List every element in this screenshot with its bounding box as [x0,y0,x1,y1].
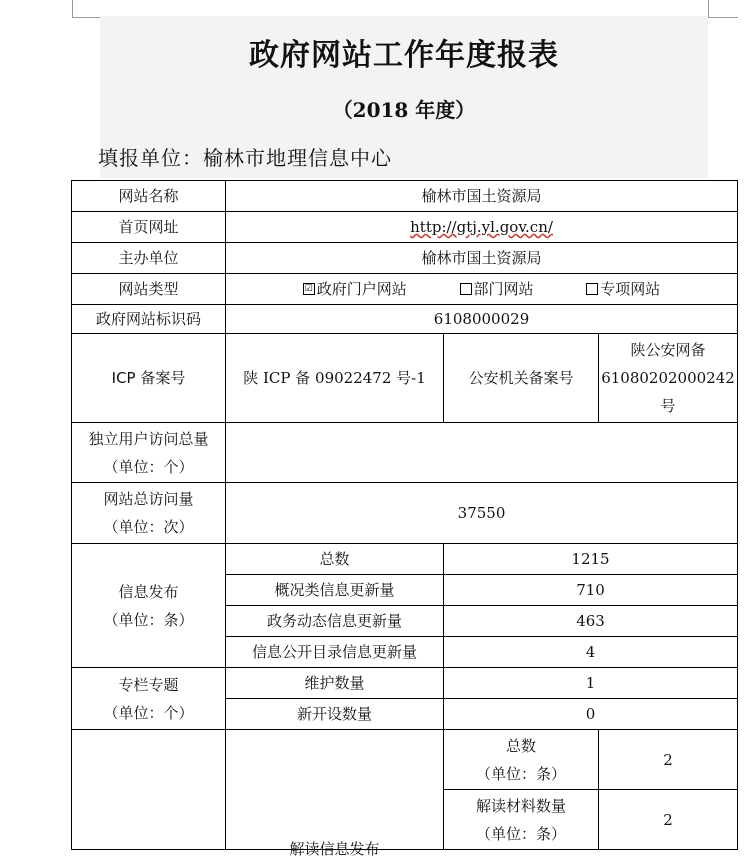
info-publish-row-value: 1215 [444,544,738,575]
document-year: （2018 年度） [332,98,476,122]
site-type-label: 网站类型 [72,274,226,305]
police-record-label: 公安机关备案号 [444,334,599,423]
info-publish-row-value: 4 [444,637,738,668]
columns-row-label: 新开设数量 [226,699,444,730]
interpretation-row-label [444,730,599,790]
icp-value: 陕 ICP 备 09022472 号-1 [226,334,444,423]
unique-visitors-label [72,423,226,483]
interpretation-row-label [444,790,599,850]
label-line: （单位：个） [103,703,194,722]
reporting-unit: 填报单位：榆林市地理信息中心 [98,146,392,170]
site-name-label: 网站名称 [72,181,226,212]
table-row [72,181,738,212]
info-publish-label [72,544,226,668]
label-line: 解读材料数量 [475,796,566,815]
label-line: 网站总访问量 [103,490,194,508]
columns-row-label: 维护数量 [226,668,444,699]
crop-mark [72,0,73,17]
info-publish-row-value: 710 [444,575,738,606]
table-row [72,668,738,699]
label-line: （单位：条） [475,824,566,843]
info-publish-row-label: 总数 [226,544,444,575]
table-row [72,730,738,790]
label-line: （单位：次） [103,518,194,536]
homepage-url-link[interactable]: http://gtj.yl.gov.cn/ [410,218,553,236]
table-row [72,274,738,305]
crop-mark [708,17,738,18]
columns-row-value: 0 [444,699,738,730]
interpretation-row-value: 2 [599,790,738,850]
homepage-url-value [226,212,738,243]
label-line: 信息发布 [118,582,179,601]
info-publish-row-label: 概况类信息更新量 [226,575,444,606]
icp-label: ICP 备案号 [72,334,226,423]
document-title: 政府网站工作年度报表 [249,38,559,73]
option-label: 部门网站 [473,280,534,298]
option-label: 专项网站 [600,280,661,298]
total-visits-label [72,483,226,544]
checkbox-checked-icon[interactable]: ☑ [304,283,313,294]
interpretation-row-value: 2 [599,730,738,790]
option-label: 政府门户网站 [316,280,407,298]
police-record-value [599,334,738,423]
site-type-option-special[interactable] [586,275,660,303]
info-publish-row-label: 政务动态信息更新量 [226,606,444,637]
police-record-line: 61080202000242 [601,369,735,387]
label-line: 专栏专题 [118,675,179,694]
sponsor-label: 主办单位 [72,243,226,274]
table-row [72,334,738,423]
table-row [72,305,738,334]
table-row [72,212,738,243]
total-visits-value: 37550 [226,483,738,544]
label-line: （单位：条） [103,610,194,629]
label-line: 总数 [505,736,536,755]
site-type-options [226,274,738,305]
police-record-line: 陕公安网备 [630,341,706,359]
columns-label [72,668,226,730]
label-line: 独立用户访问总量 [88,429,209,448]
interpretation-sub-label [226,730,444,858]
crop-mark [72,17,100,18]
homepage-url-label: 首页网址 [72,212,226,243]
label-line: （单位：条） [475,764,566,783]
columns-row-value: 1 [444,668,738,699]
interpretation-label [72,730,226,850]
crop-mark [708,0,709,17]
unique-visitors-value [226,423,738,483]
site-name-value: 榆林市国土资源局 [226,181,738,212]
interpretation-sub-label-text: 解读信息发布 [289,840,380,858]
checkbox-empty-icon[interactable] [460,283,472,295]
table-row [72,423,738,483]
table-row [72,483,738,544]
site-type-option-portal[interactable] [303,275,407,303]
report-table [71,180,738,858]
label-line: （单位：个） [103,457,194,476]
sponsor-value: 榆林市国土资源局 [226,243,738,274]
table-row [72,544,738,575]
checkbox-empty-icon[interactable] [586,283,598,295]
info-publish-row-label: 信息公开目录信息更新量 [226,637,444,668]
site-id-label: 政府网站标识码 [72,305,226,334]
info-publish-row-value: 463 [444,606,738,637]
site-type-option-department[interactable] [460,275,534,303]
police-record-line: 号 [660,397,676,415]
site-id-value: 6108000029 [226,305,738,334]
table-row [72,243,738,274]
